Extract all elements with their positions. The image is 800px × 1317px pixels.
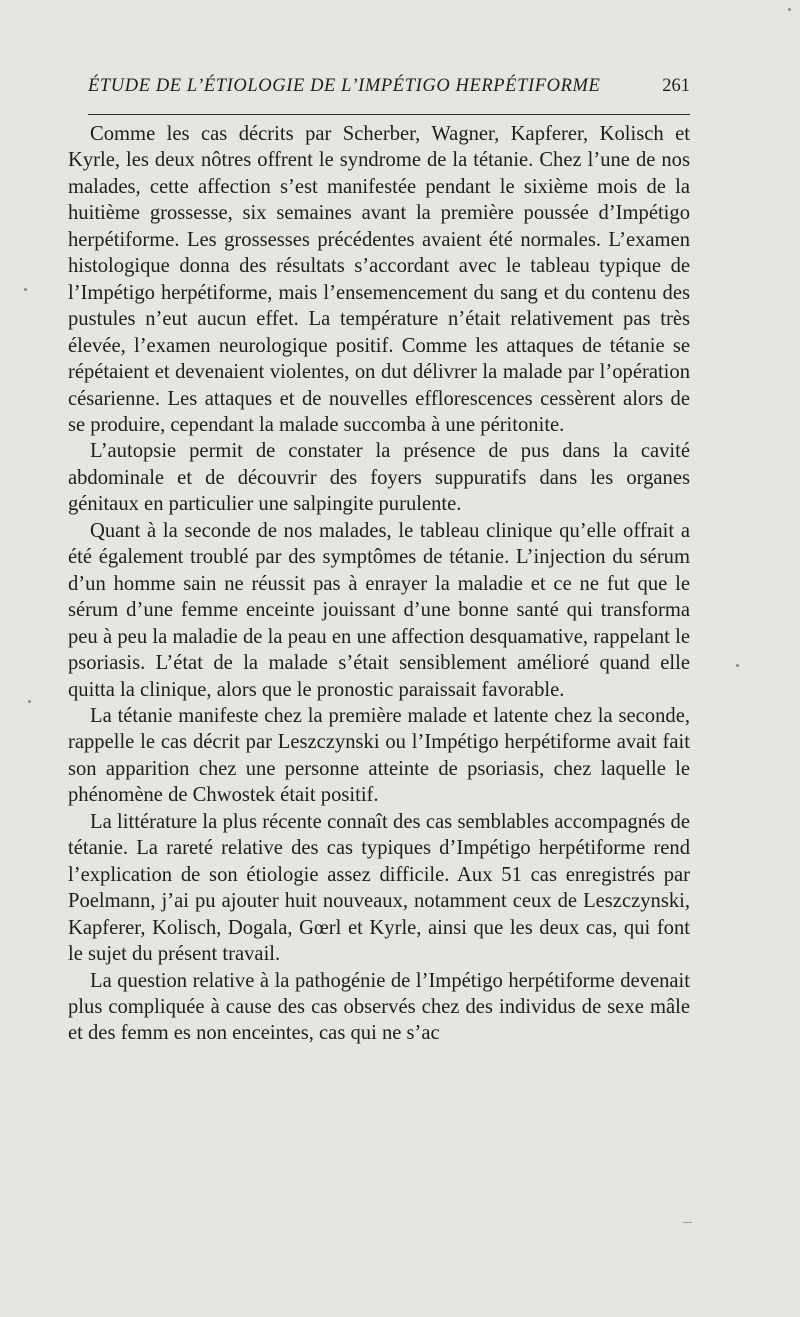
body-text	[68, 121, 690, 1047]
paper-speck	[788, 8, 791, 11]
paragraph-pathogenie: La question relative à la pathogénie de l’Impétigo herpétiforme devenait plus compliquée à cause des cas observés chez des individus de sexe mâle et des femm es non enceintes, cas qui ne s’ac	[68, 969, 690, 1045]
page-number: 261	[662, 76, 690, 96]
paper-speck	[28, 700, 31, 703]
header-rule	[88, 114, 690, 115]
paragraph-litterature: La littérature la plus récente connaît des cas semblables accompagnés de tétanie. La rareté relative des cas typiques d’Impétigo herpétiforme rend l’explication de son étiologie assez difficile. Aux 51 cas enregistrés par Poelmann, j’ai pu ajouter huit nouveaux, notamment ceux de Leszczynski, Kapferer, Kolisch, Dogala, Gœrl et Kyrle, ainsi que les deux cas, qui font le sujet du présent travail.	[68, 810, 690, 966]
running-title: ÉTUDE DE L’ÉTIOLOGIE DE L’IMPÉTIGO HERPÉTIFORME	[88, 76, 601, 96]
paragraph-tetanie-manifeste: La tétanie manifeste chez la première malade et latente chez la seconde, rappelle le cas décrit par Leszczynski ou l’Impétigo herpétiforme avait fait son apparition chez une personne atteinte de psoriasis, chez laquelle le phénomène de Chwostek était positif.	[68, 704, 690, 807]
paragraph-autopsie: L’autopsie permit de constater la présence de pus dans la cavité abdominale et de découvrir des foyers suppuratifs dans les organes génitaux en particulier une salpingite purulente.	[68, 440, 690, 516]
running-head	[88, 76, 690, 104]
footer-dash-mark	[683, 1222, 692, 1223]
paper-speck	[736, 664, 739, 667]
paragraph-seconde-malade: Quant à la seconde de nos malades, le tableau clinique qu’elle offrait a été également troublé par des symptômes de tétanie. L’injection du sérum d’un homme sain ne réussit pas à enrayer la maladie et ce ne fut que le sérum d’une femme enceinte jouissant d’une bonne santé qui transforma peu à peu la maladie de la peau en une affection desquamative, rappelant le psoriasis. L’état de la malade s’était sensiblement amélioré quand elle quitta la clinique, alors que le pronostic paraissait favorable.	[68, 519, 690, 701]
paragraph-tetanie-cases: Comme les cas décrits par Scherber, Wagner, Kapferer, Kolisch et Kyrle, les deux nôtres offrent le syndrome de la tétanie. Chez l’une de nos malades, cette affection s’est manifestée pendant le sixième mois de la huitième grossesse, six semaines avant la première poussée d’Impétigo herpétiforme. Les grossesses précédentes avaient été normales. L’examen histologique donna des résultats s’accordant avec le tableau typique de l’Impétigo herpétiforme, mais l’ensemencement du sang et du contenu des pustules n’eut aucun effet. La température n’était relativement pas très élevée, l’examen neurologique positif. Comme les attaques de tétanie se répétaient et devenaient violentes, on dut délivrer la malade par l’opération césarienne. Les attaques et de nouvelles efflorescences cessèrent alors de se produire, cependant la malade succomba à une péritonite.	[68, 123, 690, 436]
paper-speck	[24, 288, 27, 291]
